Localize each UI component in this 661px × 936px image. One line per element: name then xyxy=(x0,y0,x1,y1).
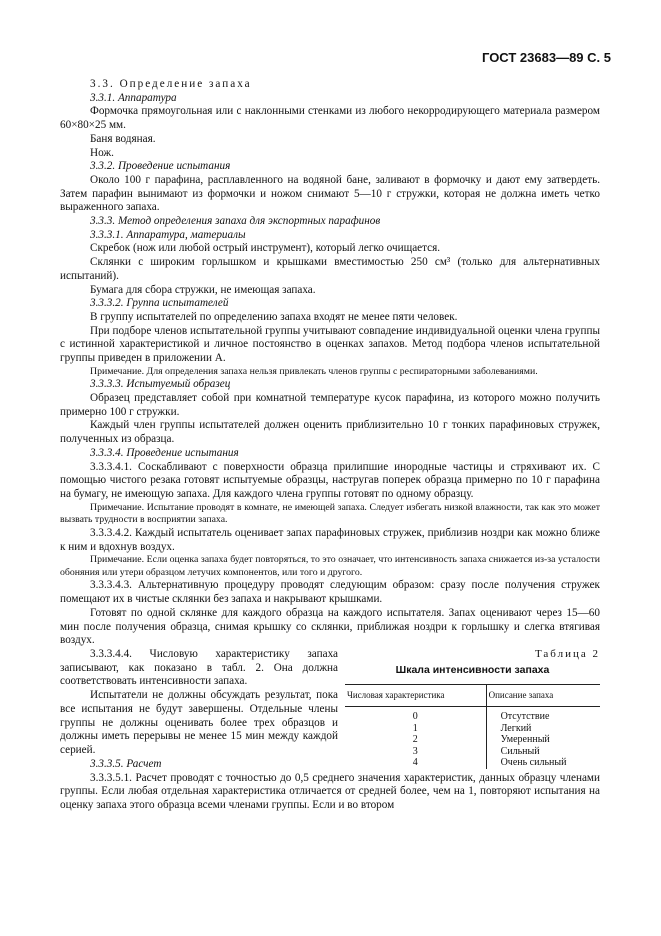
note-paragraph: Примечание. Если оценка запаха будет повторяться, то это означает, что интенсивность запаха снижается из-за усталости обоняния или утери образцом летучих компонентов, или того и другого. xyxy=(60,554,600,578)
document-body xyxy=(60,78,600,813)
table-2 xyxy=(345,648,600,769)
paragraph: Образец представляет собой при комнатной температуре кусок парафина, из которого можно получить примерно 100 г стружки. xyxy=(60,392,600,418)
table-row xyxy=(345,723,600,735)
note-paragraph: Примечание. Испытание проводят в комнате, не имеющей запаха. Следует избегать низкой влажности, так как это может вызвать трудности в восприятии запаха. xyxy=(60,501,600,526)
section-heading: 3.3.3.4. Проведение испытания xyxy=(90,446,239,459)
odor-description-cell: Умеренный xyxy=(500,734,550,746)
paragraph: 3.3.3.4.1. Соскабливают с поверхности образца прилипшие инородные частицы и стряхивают их. С помощью чистого резака готовят испытуемые образцы, настругав поперек образца примерно по 10 г парафина на бумагу, не имеющую запаха. Для каждого члена группы готовят по одному образцу. xyxy=(60,460,600,500)
paragraph: Баня водяная. xyxy=(90,132,156,145)
section-heading: 3.3.2. Проведение испытания xyxy=(90,160,231,173)
odor-scale-table xyxy=(345,684,600,769)
odor-value-cell: 2 xyxy=(345,734,486,746)
paragraph: Нож. xyxy=(90,146,114,159)
paragraph: Скребок (нож или любой острый инструмент), который легко очищается. xyxy=(90,242,441,255)
section-heading: 3.3.1. Аппаратура xyxy=(90,91,177,104)
page-header: ГОСТ 23683—89 С. 5 xyxy=(482,50,611,65)
paragraph: Бумага для сбора стружки, не имеющая запаха. xyxy=(90,283,316,296)
odor-value-cell: 1 xyxy=(345,723,486,735)
table-row xyxy=(345,757,600,769)
odor-description-cell: Очень сильный xyxy=(500,757,567,769)
left-column-text xyxy=(60,648,338,758)
table-row xyxy=(345,734,600,746)
table-header-cell: Описание запаха xyxy=(486,684,600,707)
paragraph: 3.3.3.4.3. Альтернативную процедуру проводят следующим образом: сразу после получения стружек помещают их в чистые склянки без запаха и накрывают крышками. xyxy=(60,579,600,606)
note-paragraph: Примечание. Для определения запаха нельзя привлекать членов группы с респираторными заболеваниями. xyxy=(90,365,538,377)
section-heading: 3.3.3.5. Расчет xyxy=(90,757,162,770)
odor-description-cell: Отсутствие xyxy=(500,711,550,723)
paragraph: 3.3.3.4.2. Каждый испытатель оценивает запах парафиновых стружек, приблизив ноздри как можно ближе к ним и вдохнув воздух. xyxy=(60,526,600,553)
section-heading: 3.3. Определение запаха xyxy=(90,78,252,90)
paragraph: Каждый член группы испытателей должен оценить приблизительно 10 г тонких парафиновых стружек, полученных из образца. xyxy=(60,419,600,446)
section-heading: 3.3.3.3. Испытуемый образец xyxy=(90,378,231,391)
table-title: Шкала интенсивности запаха xyxy=(395,663,550,676)
paragraph: 3.3.3.4.4. Числовую характеристику запаха записывают, как показано в табл. 2. Она должна соответствовать интенсивности запаха. xyxy=(60,647,338,688)
table-row xyxy=(345,707,600,723)
odor-value-cell: 3 xyxy=(345,746,486,758)
section-heading: 3.3.3.2. Группа испытателей xyxy=(90,297,229,310)
odor-value-cell: 4 xyxy=(345,757,486,769)
odor-description-cell: Сильный xyxy=(500,745,540,757)
odor-value-cell: 0 xyxy=(345,707,486,723)
paragraph: Готовят по одной склянке для каждого образца на каждого испытателя. Запах оценивают через 15—60 мин после получения образца, снимая крышку со склянки, приближая ноздри к горлышку и слегка втягивая воздух. xyxy=(60,606,600,647)
odor-description-cell: Легкий xyxy=(500,722,532,734)
section-heading: 3.3.3.1. Аппаратура, материалы xyxy=(90,228,246,241)
paragraph: 3.3.3.5.1. Расчет проводят с точностью до 0,5 среднего значения характеристик, данных образцу членами группы. Если любая отдельная характеристика отличается от средней более, чем на 1, повторяют испытания на оценку запаха этого образца всеми членами группы. Если и во втором xyxy=(60,771,600,812)
paragraph: Формочка прямоугольная или с наклонными стенками из любого некорродирующего материала размером 60×80×25 мм. xyxy=(60,105,600,132)
table-number: Таблица 2 xyxy=(534,647,600,660)
table-header-cell: Числовая характеристика xyxy=(345,684,486,707)
paragraph: Испытатели не должны обсуждать результат, пока все испытания не будут завершены. Отдельные члены группы не должны оценивать более трех образцов и должны иметь перерывы не менее 15 мин между каждой серией. xyxy=(60,689,338,756)
main-text xyxy=(60,78,600,648)
paragraph: При подборе членов испытательной группы учитывают совпадение индивидуальной оценки члена группы с истинной характеристикой и личное постоянство в оценках запахов. Метод подбора членов испытательной группы приведен в приложении А. xyxy=(60,324,600,365)
paragraph: В группу испытателей по определению запаха входят не менее пяти человек. xyxy=(90,310,458,323)
paragraph: Склянки с широким горлышком и крышками вместимостью 250 см³ (только для альтернативных испытаний). xyxy=(60,256,600,282)
table-row xyxy=(345,746,600,758)
section-heading: 3.3.3. Метод определения запаха для экспортных парафинов xyxy=(90,215,381,228)
paragraph: Около 100 г парафина, расплавленного на водяной бане, заливают в формочку и дают ему затвердеть. Затем парафин вынимают из формочки и ножом снимают 5—10 г стружки, которая не должна иметь четко выраженного запаха. xyxy=(60,173,600,214)
